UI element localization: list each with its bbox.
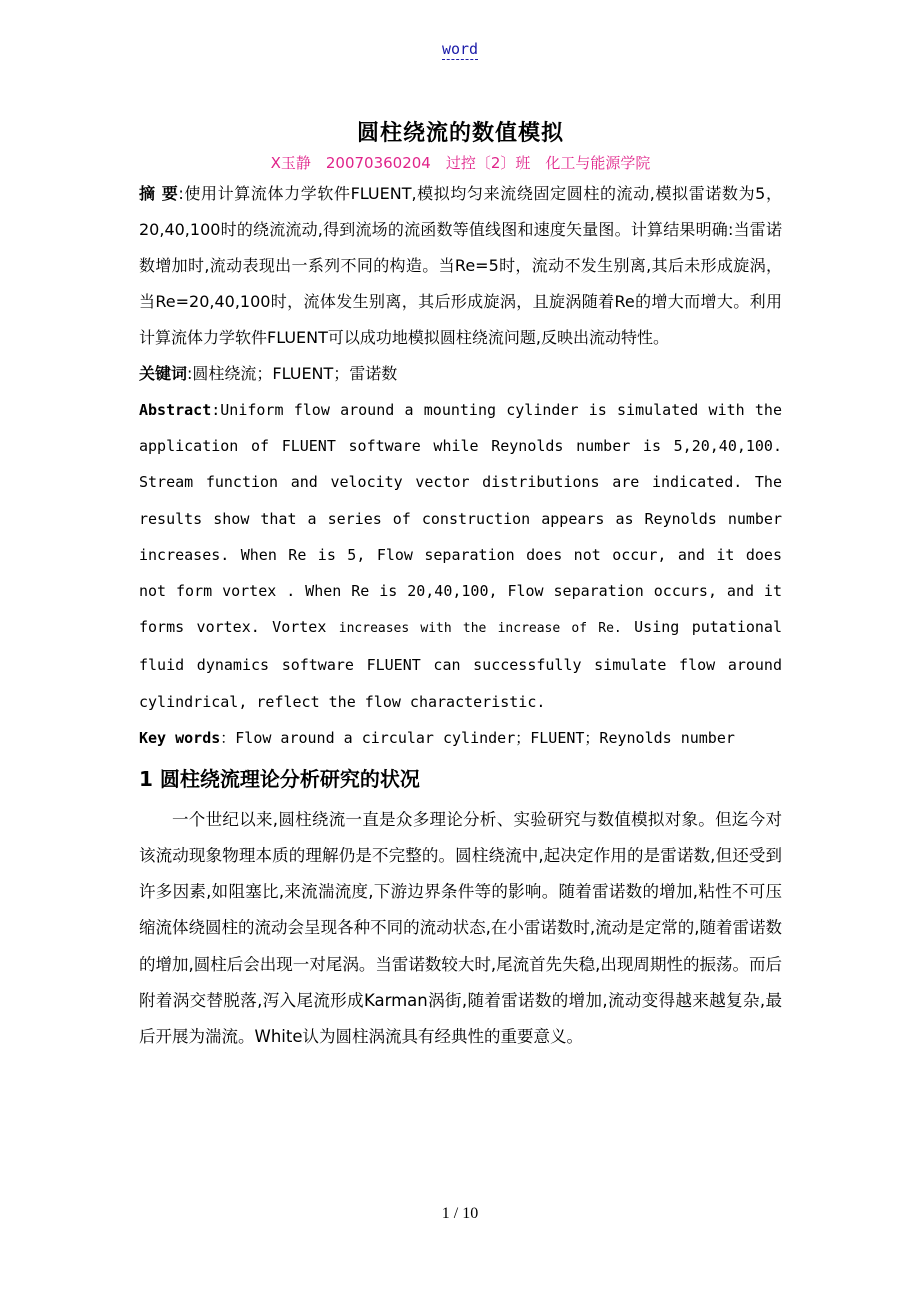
abstract-cn-label: 摘 要 (139, 184, 179, 203)
abstract-en-text-small: increases with the increase of Re. (338, 621, 622, 637)
page-title: 圆柱绕流的数值模拟 (356, 121, 564, 146)
abstract-cn (139, 176, 782, 356)
document-page (139, 118, 782, 1055)
abstract-en-text-a: :Uniform flow around a mounting cylinder is simulated with the application of FLUENT software while Reynolds number is 5,20,40,100. Stream function and velocity vector distributions are indicated. The results show that a series of construction appears as Reynolds number increases. When Re is 5, Flow separation does not occur, and it does not form vortex . When Re is 20,40,100, Flow separation occurs, and it forms vortex. Vortex (139, 401, 782, 637)
abstract-en-text-b: Using putational fluid dynamics software FLUENT can successfully simulate flow around cylindrical, reflect the flow characteristic. (139, 618, 782, 711)
keywords-cn-text: :圆柱绕流；FLUENT；雷诺数 (187, 364, 398, 383)
keywords-en-text: ：Flow around a circular cylinder；FLUENT；Reynolds number (220, 728, 735, 747)
author-line: X玉静 20070360204 过控〔2〕班 化工与能源学院 (270, 154, 651, 172)
abstract-cn-text: :使用计算流体力学软件FLUENT,模拟均匀来流绕固定圆柱的流动,模拟雷诺数为5，20,40,100时的绕流流动,得到流场的流函数等值线图和速度矢量图。计算结果明确:当雷诺数增加时,流动表现出一系列不同的构造。当Re=5时，流动不发生别离,其后未形成旋涡，当Re=20,40,100时，流体发生别离，其后形成旋涡，且旋涡随着Re的增大而增大。利用计算流体力学软件FLUENT可以成功地模拟圆柱绕流问题,反映出流动特性。 (139, 184, 782, 347)
keywords-en (139, 720, 782, 756)
page-number: 1 / 10 (441, 1205, 479, 1222)
keywords-en-label: Key words (139, 728, 221, 747)
keywords-cn-label: 关键词 (139, 364, 188, 383)
header-word-link-container (0, 40, 920, 58)
abstract-en-label: Abstract (139, 401, 212, 419)
abstract-en (139, 392, 782, 720)
section-heading: 1 圆柱绕流理论分析研究的状况 (139, 766, 420, 791)
section-paragraph: 一个世纪以来,圆柱绕流一直是众多理论分析、实验研究与数值模拟对象。但迄今对该流动现象物理本质的理解仍是不完整的。圆柱绕流中,起决定作用的是雷诺数,但还受到许多因素,如阻塞比,来流湍流度,下游边界条件等的影响。随着雷诺数的增加,粘性不可压缩流体绕圆柱的流动会呈现各种不同的流动状态,在小雷诺数时,流动是定常的,随着雷诺数的增加,圆柱后会出现一对尾涡。当雷诺数较大时,尾流首先失稳,出现周期性的振荡。而后附着涡交替脱落,泻入尾流形成Karman涡街,随着雷诺数的增加,流动变得越来越复杂,最后开展为湍流。White认为圆柱涡流具有经典性的重要意义。 (139, 809, 782, 1047)
word-link[interactable]: word (441, 40, 479, 58)
keywords-cn (139, 356, 782, 392)
